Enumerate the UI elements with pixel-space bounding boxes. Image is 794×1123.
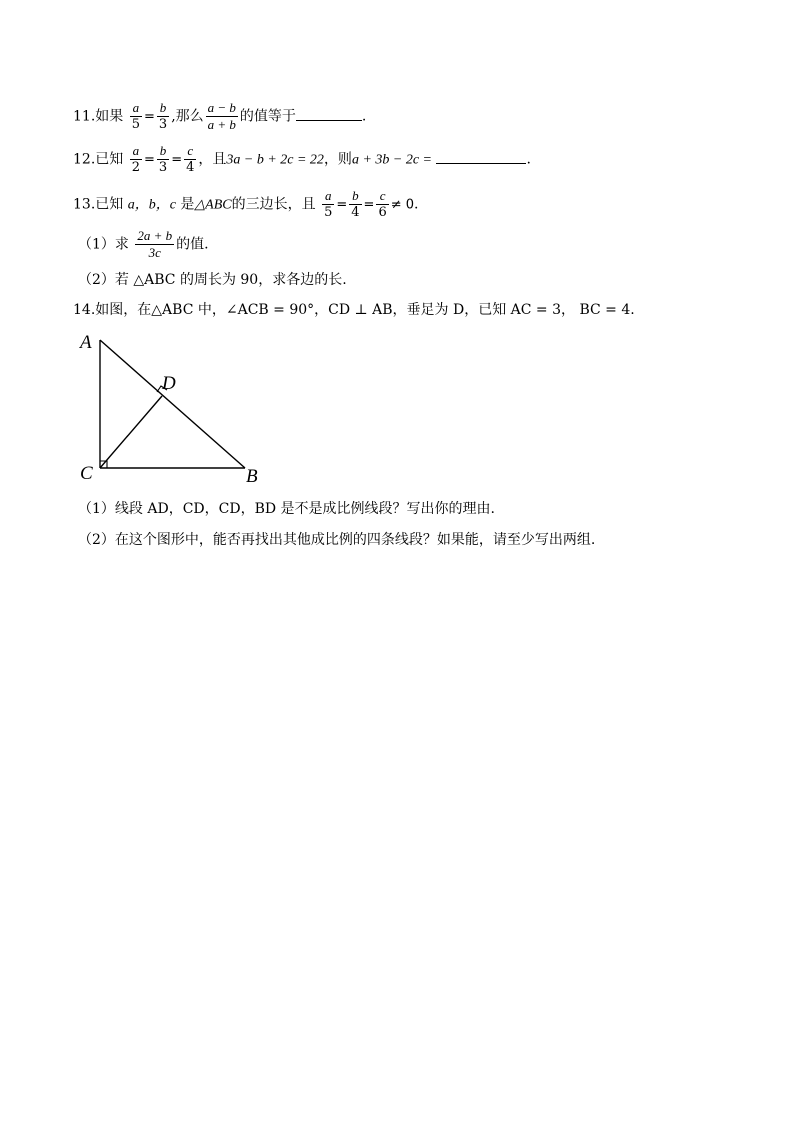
q11-number: 11. xyxy=(73,108,96,125)
q13-part-1-fraction: $\frac{2a + b}{3c}$ xyxy=(137,228,173,260)
label-d: D xyxy=(162,373,176,394)
q14-part-1-text: （1）线段 AD，CD，CD，BD 是不是成比例线段？写出你的理由. xyxy=(78,501,495,517)
q11-fraction-b-over-3: $\frac{b}{3}$ xyxy=(158,100,168,132)
question-13: 13.已知 a，b，c 是△ABC的三边长，且 $\frac{a}{5}$ = $\frac{b}{4}$ = $\frac{c}{6}$ ≠ 0. xyxy=(73,188,419,220)
question-11: 11.如果 $\frac{a}{5}$ = $\frac{b}{3}$ ,那么 $\frac{a - b}{a + b}$ 的值等于 . xyxy=(73,100,367,132)
q11-text-1: 如果 xyxy=(95,108,124,125)
q13-number: 13. xyxy=(73,196,96,213)
q14-part-2-text: （2）在这个图形中，能否再找出其他成比例的四条线段？如果能，请至少写出两组. xyxy=(78,532,596,548)
q12-equation: 3a − b + 2c = 22 xyxy=(226,152,324,168)
q13-text-2: 是 xyxy=(180,196,195,213)
q14-part-1 xyxy=(78,502,495,516)
q14-part-2 xyxy=(78,533,595,547)
label-b: B xyxy=(246,466,258,487)
q13-part-1-label: （1）求 xyxy=(78,236,129,253)
q12-text-2: ，且 xyxy=(198,151,227,168)
q11-text-3: 的值等于 xyxy=(239,108,296,125)
q13-part-2-text: （2）若 △ABC 的周长为 90，求各边的长. xyxy=(78,272,347,288)
q12-fraction-b-over-3: $\frac{b}{3}$ xyxy=(158,143,168,175)
q13-not-equal-zero: ≠ 0 xyxy=(390,197,415,213)
q12-fraction-a-over-2: $\frac{a}{2}$ xyxy=(131,143,140,175)
label-a: A xyxy=(80,332,92,353)
q13-vars: a，b，c xyxy=(127,197,176,213)
q13-fraction-b-over-4: $\frac{b}{4}$ xyxy=(351,188,360,220)
q14-text: 如图，在△ABC 中，∠ACB = 90°，CD ⊥ AB，垂足为 D，已知 AC = 3， BC = 4. xyxy=(95,302,635,318)
segment-ab xyxy=(100,340,245,468)
q13-text-3: 的三边长，且 xyxy=(231,196,316,213)
q14-number: 14. xyxy=(73,302,96,318)
q12-text-1: 已知 xyxy=(95,151,124,168)
q11-fraction-expression: $\frac{a - b}{a + b}$ xyxy=(207,100,236,132)
q12-fraction-c-over-4: $\frac{c}{4}$ xyxy=(186,143,195,175)
q13-part-1-text: 的值. xyxy=(176,236,209,253)
q12-expression: a + 3b − 2c = xyxy=(351,152,432,168)
q11-fraction-a-over-5: $\frac{a}{5}$ xyxy=(131,100,140,132)
question-12: 12.已知 $\frac{a}{2}$ = $\frac{b}{3}$ = $\frac{c}{4}$ ，且3a − b + 2c = 22，则a + 3b − 2c = . xyxy=(73,143,531,175)
q12-text-3: ，则 xyxy=(323,151,352,168)
q13-text-1: 已知 xyxy=(95,196,124,213)
q13-fraction-c-over-6: $\frac{c}{6}$ xyxy=(378,188,387,220)
q11-text-2: ,那么 xyxy=(171,108,204,125)
label-c: C xyxy=(80,463,93,484)
q12-number: 12. xyxy=(73,151,96,168)
q13-fraction-a-over-5: $\frac{a}{5}$ xyxy=(324,188,333,220)
segment-cd xyxy=(100,396,162,468)
q13-triangle: △ABC xyxy=(194,197,232,213)
